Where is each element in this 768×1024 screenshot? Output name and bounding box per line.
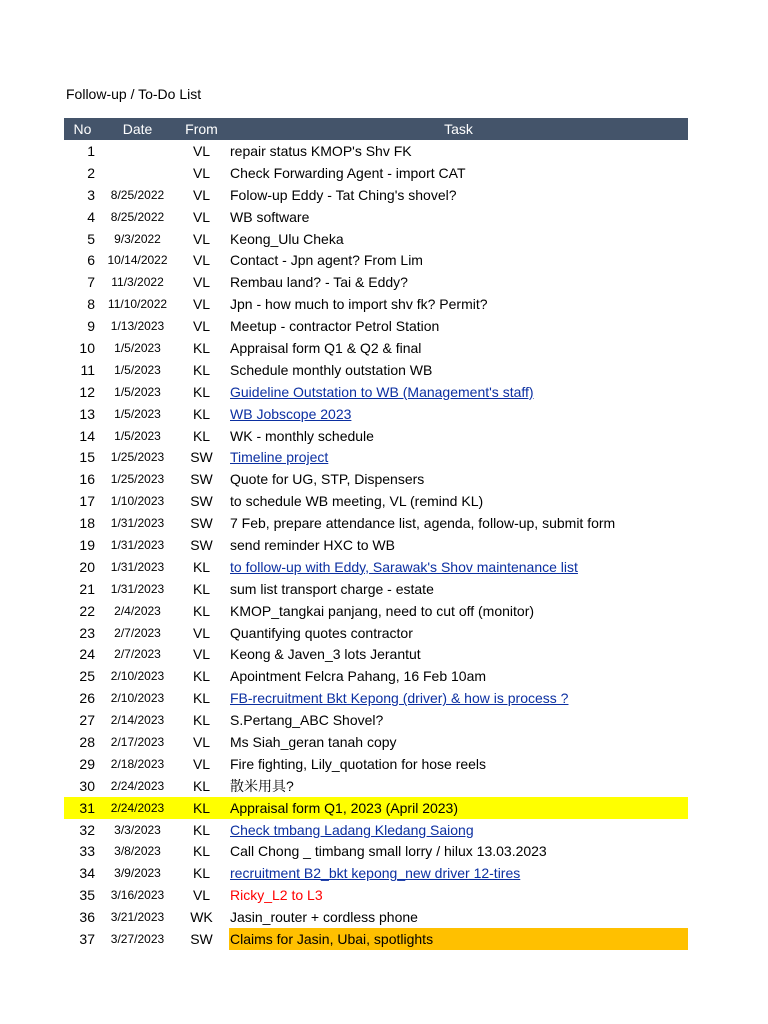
cell-from: SW	[190, 471, 213, 488]
cell-date: 1/31/2023	[110, 581, 165, 596]
task-link[interactable]: Timeline project	[230, 449, 329, 466]
cell-date: 1/5/2023	[114, 406, 161, 421]
task-text: Apointment Felcra Pahang, 16 Feb 10am	[230, 668, 487, 685]
cell-no: 36	[79, 909, 95, 926]
cell-from: KL	[192, 558, 211, 575]
cell-from: KL	[192, 383, 211, 400]
table-row	[64, 184, 688, 206]
task-text: send reminder HXC to WB	[230, 536, 395, 553]
table-row	[64, 709, 688, 731]
cell-no: 27	[79, 712, 95, 729]
cell-from: KL	[192, 405, 211, 422]
cell-no: 15	[79, 449, 95, 466]
table-row	[64, 578, 688, 600]
cell-from: KL	[192, 690, 211, 707]
task-text: 7 Feb, prepare attendance list, agenda, follow-up, submit form	[230, 515, 616, 532]
table-row	[64, 271, 688, 293]
task-text: to schedule WB meeting, VL (remind KL)	[230, 493, 484, 510]
cell-from: KL	[192, 843, 211, 860]
cell-no: 23	[79, 624, 95, 641]
table-row	[64, 206, 688, 228]
task-text: WB software	[230, 208, 310, 225]
cell-date: 2/14/2023	[110, 713, 165, 728]
cell-date: 1/5/2023	[114, 428, 161, 443]
task-text: Jasin_router + cordless phone	[230, 909, 418, 926]
table-row	[64, 403, 688, 425]
header-task: Task	[444, 121, 473, 137]
cell-date: 11/10/2022	[107, 297, 168, 312]
cell-date: 3/16/2023	[110, 888, 165, 903]
table-row	[64, 293, 688, 315]
cell-no: 8	[87, 296, 95, 313]
cell-from: VL	[192, 274, 211, 291]
cell-from: KL	[192, 580, 211, 597]
cell-date: 9/3/2022	[114, 231, 161, 246]
cell-date: 1/5/2023	[114, 384, 161, 399]
cell-no: 16	[79, 471, 95, 488]
cell-no: 22	[79, 602, 95, 619]
cell-date: 11/3/2022	[111, 275, 164, 290]
task-text: sum list transport charge - estate	[230, 580, 434, 597]
cell-task	[229, 625, 688, 641]
cell-from: VL	[192, 646, 211, 663]
cell-task	[229, 603, 688, 619]
cell-task	[229, 928, 688, 950]
cell-from: VL	[192, 887, 211, 904]
cell-task	[229, 165, 688, 181]
task-link[interactable]: WB Jobscope 2023	[230, 405, 352, 422]
cell-from: VL	[192, 733, 211, 750]
task-text: 散米用具?	[230, 777, 294, 794]
cell-no: 29	[79, 755, 95, 772]
table-row	[64, 884, 688, 906]
cell-no: 37	[79, 931, 95, 947]
cell-date: 1/5/2023	[114, 362, 161, 377]
cell-no: 10	[79, 339, 95, 356]
cell-from: VL	[192, 318, 211, 335]
cell-no: 2	[87, 164, 95, 181]
cell-task	[229, 646, 688, 662]
task-text: Contact - Jpn agent? From Lim	[230, 252, 423, 269]
cell-from: SW	[190, 515, 213, 532]
cell-date: 1/31/2023	[110, 559, 165, 574]
cell-no: 19	[79, 536, 95, 553]
task-link[interactable]: recruitment B2_bkt kepong_new driver 12-tires	[230, 865, 521, 882]
table-row	[64, 906, 688, 928]
task-link[interactable]: Check tmbang Ladang Kledang Saiong	[230, 821, 474, 838]
cell-from: VL	[192, 208, 211, 225]
cell-date: 2/7/2023	[114, 647, 161, 662]
cell-from: SW	[190, 449, 213, 466]
cell-task[interactable]	[229, 449, 688, 465]
cell-task	[229, 668, 688, 684]
cell-no: 31	[79, 799, 95, 816]
table-row	[64, 862, 688, 884]
table-row	[64, 687, 688, 709]
table-row	[64, 249, 688, 271]
cell-task	[229, 776, 688, 796]
task-text: Quantifying quotes contractor	[230, 624, 413, 641]
cell-no: 13	[79, 405, 95, 422]
cell-task	[229, 209, 688, 225]
task-text: Check Forwarding Agent - import CAT	[230, 164, 466, 181]
cell-date: 2/7/2023	[114, 625, 161, 640]
cell-from: KL	[192, 339, 211, 356]
cell-from: KL	[192, 361, 211, 378]
cell-no: 20	[79, 558, 95, 575]
cell-date: 10/14/2022	[107, 253, 168, 268]
header-from: From	[185, 121, 218, 137]
cell-no: 4	[87, 208, 95, 225]
cell-from: VL	[192, 624, 211, 641]
cell-from: VL	[192, 142, 211, 159]
cell-date: 8/25/2022	[110, 209, 165, 224]
cell-task	[229, 756, 688, 772]
cell-task	[229, 537, 688, 553]
cell-no: 1	[87, 142, 95, 159]
task-text: Meetup - contractor Petrol Station	[230, 318, 440, 335]
cell-no: 26	[79, 690, 95, 707]
cell-no: 11	[80, 361, 95, 378]
table-row	[64, 337, 688, 359]
cell-date: 1/31/2023	[110, 537, 165, 552]
cell-date: 8/25/2022	[110, 187, 165, 202]
cell-task	[229, 515, 688, 531]
cell-from: KL	[192, 427, 211, 444]
task-text: Jpn - how much to import shv fk? Permit?	[230, 296, 488, 313]
cell-from: WK	[190, 909, 213, 926]
task-text: KMOP_tangkai panjang, need to cut off (monitor)	[230, 602, 535, 619]
cell-no: 35	[79, 887, 95, 904]
cell-date: 3/3/2023	[114, 822, 161, 837]
cell-task[interactable]	[229, 559, 688, 575]
cell-date: 3/9/2023	[114, 866, 161, 881]
cell-from: VL	[192, 230, 211, 247]
cell-task	[229, 843, 688, 859]
table-row	[64, 512, 688, 534]
cell-task[interactable]	[229, 384, 688, 400]
cell-task	[229, 909, 688, 925]
table-row	[64, 425, 688, 447]
table-row	[64, 315, 688, 337]
cell-from: KL	[192, 821, 211, 838]
task-link[interactable]: FB-recruitment Bkt Kepong (driver) & how is process ?	[230, 690, 569, 707]
todo-sheet	[64, 82, 688, 950]
cell-date: 1/25/2023	[110, 450, 165, 465]
cell-date: 1/25/2023	[110, 472, 165, 487]
cell-task	[229, 800, 688, 816]
cell-date: 3/21/2023	[110, 910, 165, 925]
cell-task	[229, 252, 688, 268]
cell-no: 7	[87, 274, 95, 291]
table-row	[64, 600, 688, 622]
task-text: Appraisal form Q1, 2023 (April 2023)	[230, 799, 458, 816]
table-row	[64, 228, 688, 250]
cell-date: 2/10/2023	[110, 669, 165, 684]
task-text: Rembau land? - Tai & Eddy?	[230, 274, 408, 291]
cell-no: 3	[87, 186, 95, 203]
cell-task	[229, 712, 688, 728]
task-link[interactable]: Guideline Outstation to WB (Management's staff)	[230, 383, 534, 400]
cell-task	[229, 318, 688, 334]
cell-task	[229, 734, 688, 750]
cell-task	[229, 493, 688, 509]
cell-date: 2/24/2023	[110, 778, 165, 793]
table-row	[64, 534, 688, 556]
task-text: Keong_Ulu Cheka	[230, 230, 344, 247]
cell-from: SW	[190, 931, 213, 947]
cell-task	[229, 428, 688, 444]
task-text: Call Chong _ timbang small lorry / hilux 13.03.2023	[230, 843, 547, 860]
cell-date: 2/24/2023	[110, 800, 165, 815]
table-row	[64, 162, 688, 184]
cell-no: 14	[79, 427, 95, 444]
cell-task	[229, 187, 688, 203]
cell-from: VL	[192, 186, 211, 203]
cell-no: 17	[79, 493, 95, 510]
cell-task	[229, 340, 688, 356]
cell-from: KL	[192, 777, 211, 794]
task-text: Keong & Javen_3 lots Jerantut	[230, 646, 421, 663]
cell-no: 34	[79, 865, 95, 882]
task-text: Fire fighting, Lily_quotation for hose reels	[230, 755, 487, 772]
cell-date: 1/5/2023	[114, 340, 161, 355]
task-text: WK - monthly schedule	[230, 427, 374, 444]
table-row	[64, 753, 688, 775]
table-row	[64, 446, 688, 468]
cell-date: 2/17/2023	[110, 734, 165, 749]
cell-date: 2/10/2023	[110, 691, 165, 706]
cell-from: SW	[190, 536, 213, 553]
table-row	[64, 622, 688, 644]
cell-task	[229, 581, 688, 597]
table-row	[64, 140, 688, 162]
header-no: No	[73, 121, 92, 137]
cell-no: 18	[79, 515, 95, 532]
cell-date: 3/27/2023	[110, 932, 165, 946]
table-row	[64, 490, 688, 512]
table-row	[64, 928, 688, 950]
cell-from: KL	[192, 602, 211, 619]
table-row	[64, 775, 688, 797]
cell-task[interactable]	[229, 690, 688, 706]
task-text: Ms Siah_geran tanah copy	[230, 733, 397, 750]
cell-no: 28	[79, 733, 95, 750]
cell-from: VL	[192, 755, 211, 772]
cell-from: KL	[192, 799, 211, 816]
cell-task	[229, 887, 688, 903]
cell-task	[229, 274, 688, 290]
cell-date: 1/13/2023	[110, 319, 165, 334]
task-text: repair status KMOP's Shv FK	[230, 142, 412, 159]
cell-task	[229, 231, 688, 247]
task-link[interactable]: to follow-up with Eddy, Sarawak's Shov maintenance list	[230, 558, 578, 575]
cell-no: 12	[79, 383, 95, 400]
cell-no: 9	[87, 318, 95, 335]
cell-date: 2/4/2023	[114, 603, 161, 618]
table-body	[64, 140, 688, 950]
cell-task	[229, 471, 688, 487]
cell-date: 1/10/2023	[110, 494, 165, 509]
cell-no: 30	[79, 777, 95, 794]
cell-date: 1/31/2023	[110, 516, 165, 531]
cell-from: VL	[192, 252, 211, 269]
task-text: S.Pertang_ABC Shovel?	[230, 712, 384, 729]
cell-date: 2/18/2023	[110, 756, 165, 771]
task-text: Folow-up Eddy - Tat Ching's shovel?	[230, 186, 457, 203]
task-text: Ricky_L2 to L3	[230, 887, 323, 904]
task-text: Quote for UG, STP, Dispensers	[230, 471, 425, 488]
cell-from: VL	[192, 164, 211, 181]
table-row	[64, 841, 688, 863]
cell-from: KL	[192, 865, 211, 882]
cell-no: 24	[79, 646, 95, 663]
header-date: Date	[122, 121, 153, 137]
table-row	[64, 381, 688, 403]
cell-from: KL	[192, 668, 211, 685]
cell-from: VL	[192, 296, 211, 313]
cell-no: 21	[79, 580, 95, 597]
cell-task[interactable]	[229, 865, 688, 881]
cell-from: KL	[192, 712, 211, 729]
task-text: Claims for Jasin, Ubai, spotlights	[230, 931, 434, 947]
table-row	[64, 797, 688, 819]
cell-task	[229, 296, 688, 312]
table-row	[64, 359, 688, 381]
cell-no: 5	[87, 230, 95, 247]
table-row	[64, 468, 688, 490]
sheet-title: Follow-up / To-Do List	[66, 86, 202, 102]
table-row	[64, 556, 688, 578]
cell-task	[229, 143, 688, 159]
cell-no: 33	[79, 843, 95, 860]
cell-task[interactable]	[229, 822, 688, 838]
task-text: Appraisal form Q1 & Q2 & final	[230, 339, 422, 356]
cell-no: 6	[87, 252, 95, 269]
table-row	[64, 643, 688, 665]
cell-no: 32	[79, 821, 95, 838]
cell-task[interactable]	[229, 406, 688, 422]
cell-date: 3/8/2023	[114, 844, 161, 859]
table-row	[64, 731, 688, 753]
cell-task	[229, 362, 688, 378]
table-header	[64, 118, 688, 140]
task-text: Schedule monthly outstation WB	[230, 361, 433, 378]
table-row	[64, 665, 688, 687]
cell-no: 25	[79, 668, 95, 685]
cell-from: SW	[190, 493, 213, 510]
table-row	[64, 819, 688, 841]
